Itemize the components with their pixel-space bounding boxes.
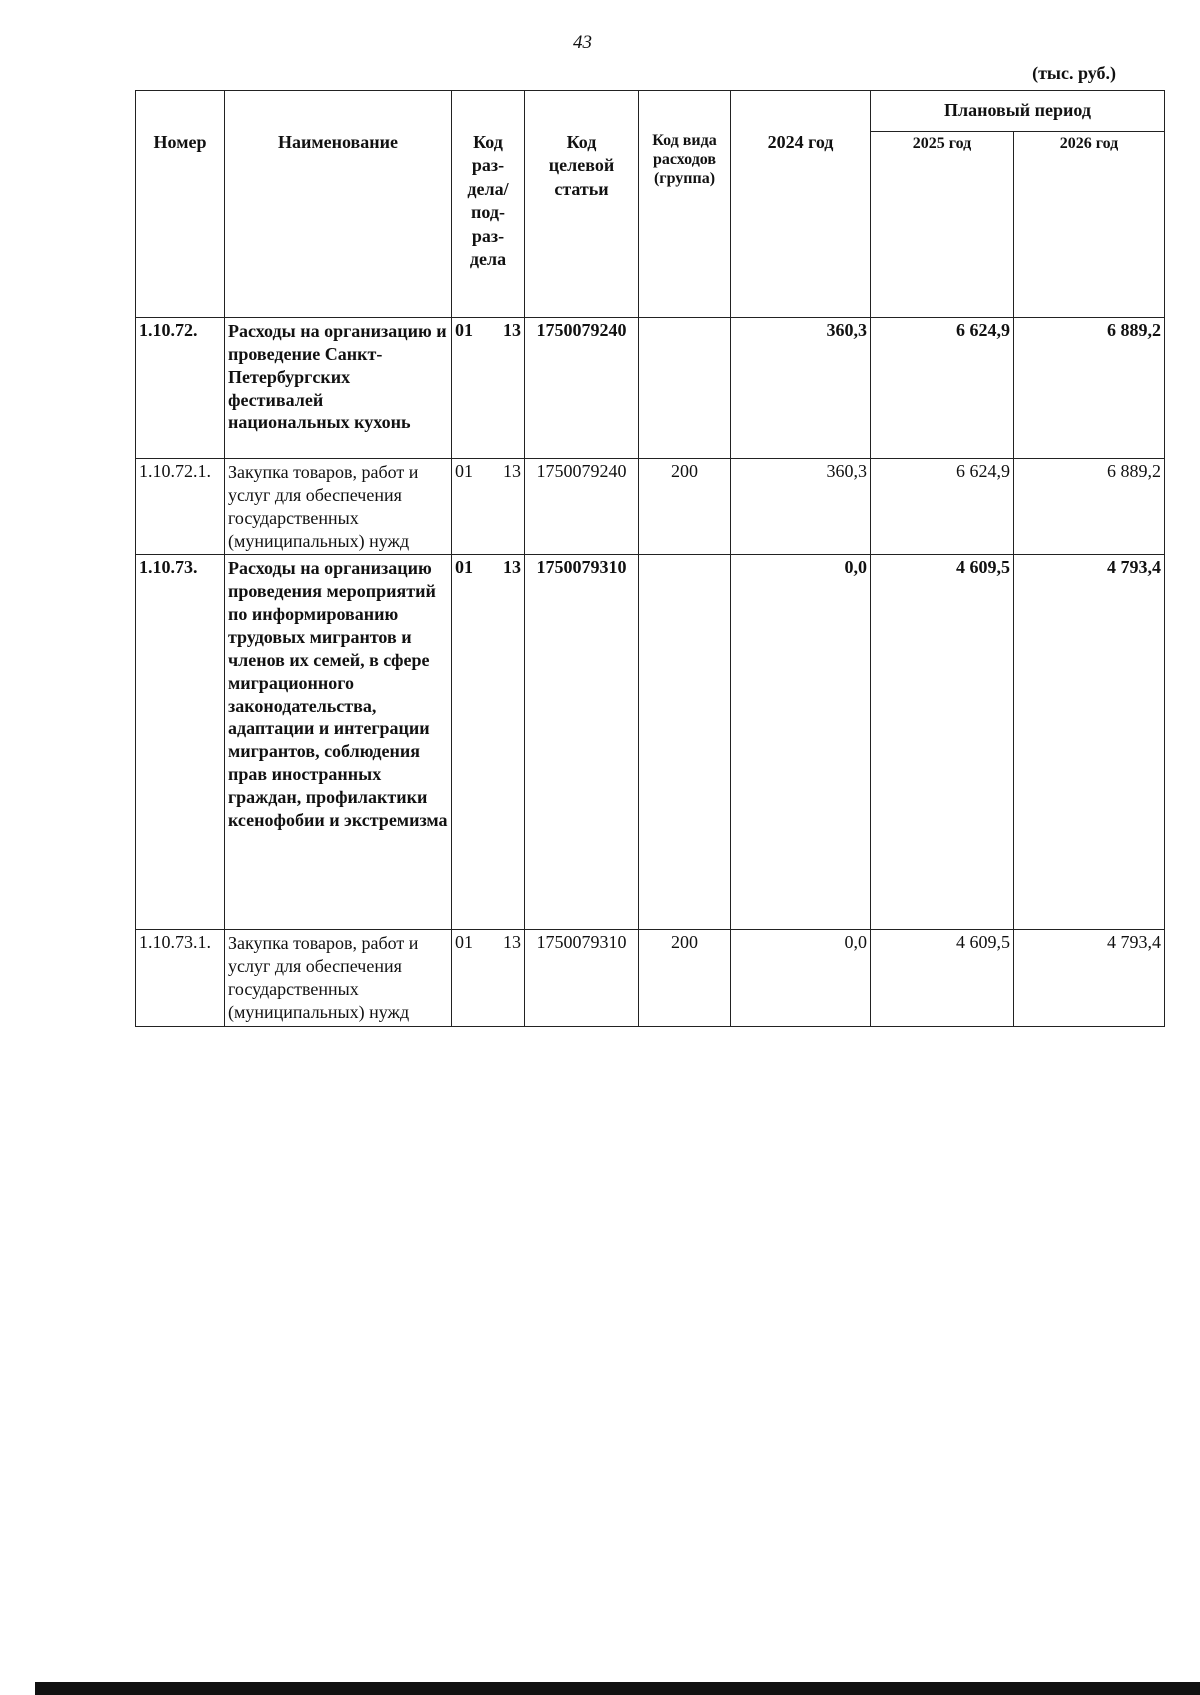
row-value-2024: 0,0 [731,930,871,1026]
row-value-2026: 6 889,2 [1014,318,1165,459]
header-name: Наименование [225,91,452,318]
row-number: 1.10.73. [136,555,225,930]
row-value-2026: 4 793,4 [1014,930,1165,1026]
row-value-2026: 6 889,2 [1014,459,1165,555]
header-year-2024: 2024 год [731,91,871,318]
table-row [136,555,1165,930]
row-number: 1.10.73.1. [136,930,225,1026]
row-expense-type: 200 [639,930,731,1026]
row-value-2025: 6 624,9 [871,318,1014,459]
row-name: Расходы на организацию и проведение Санкт-Петербургских фестивалей национальных кухонь [225,318,452,459]
table-row [136,459,1165,555]
row-target-code: 1750079310 [525,930,639,1026]
row-expense-type: 200 [639,459,731,555]
row-name: Расходы на организацию проведения мероприятий по информированию трудовых мигрантов и членов их семей, в сфере миграционного законодательства, адаптации и интеграции мигрантов, соблюдения прав иностранных граждан, профилактики ксенофобии и экстремизма [225,555,452,930]
budget-table [135,90,1165,1027]
row-subsection: 13 [503,461,521,481]
row-number: 1.10.72. [136,318,225,459]
row-target-code: 1750079240 [525,318,639,459]
page-number: 43 [573,32,592,53]
row-value-2024: 0,0 [731,555,871,930]
table-header [136,91,1165,318]
header-year-2026: 2026 год [1014,132,1165,318]
row-target-code: 1750079310 [525,555,639,930]
row-subsection: 13 [503,557,521,578]
row-section-code [452,555,525,930]
units-label: (тыс. руб.) [1032,63,1116,83]
header-section-code: Код раз-дела/ под-раз-дела [452,91,525,318]
header-number: Номер [136,91,225,318]
header-expense-type: Код вида расходов (группа) [639,91,731,318]
row-name: Закупка товаров, работ и услуг для обеспечения государственных (муниципальных) нужд [225,459,452,555]
header-year-2025: 2025 год [871,132,1014,318]
row-value-2026: 4 793,4 [1014,555,1165,930]
scan-edge-bar [35,1682,1200,1695]
row-name: Закупка товаров, работ и услуг для обеспечения государственных (муниципальных) нужд [225,930,452,1026]
row-section-code [452,318,525,459]
row-subsection: 13 [503,320,521,340]
row-value-2025: 6 624,9 [871,459,1014,555]
row-section: 01 [455,461,473,481]
row-section: 01 [455,557,473,578]
row-number: 1.10.72.1. [136,459,225,555]
row-expense-type [639,555,731,930]
header-planned-period: Плановый период [871,91,1165,132]
row-section-code [452,459,525,555]
table-row [136,318,1165,459]
header-target-code: Код целевой статьи [525,91,639,318]
row-target-code: 1750079240 [525,459,639,555]
row-value-2024: 360,3 [731,318,871,459]
row-expense-type [639,318,731,459]
table-row [136,930,1165,1026]
row-value-2025: 4 609,5 [871,555,1014,930]
row-section-code [452,930,525,1026]
row-value-2024: 360,3 [731,459,871,555]
row-subsection: 13 [503,932,521,953]
row-section: 01 [455,320,473,340]
row-value-2025: 4 609,5 [871,930,1014,1026]
row-section: 01 [455,932,473,953]
